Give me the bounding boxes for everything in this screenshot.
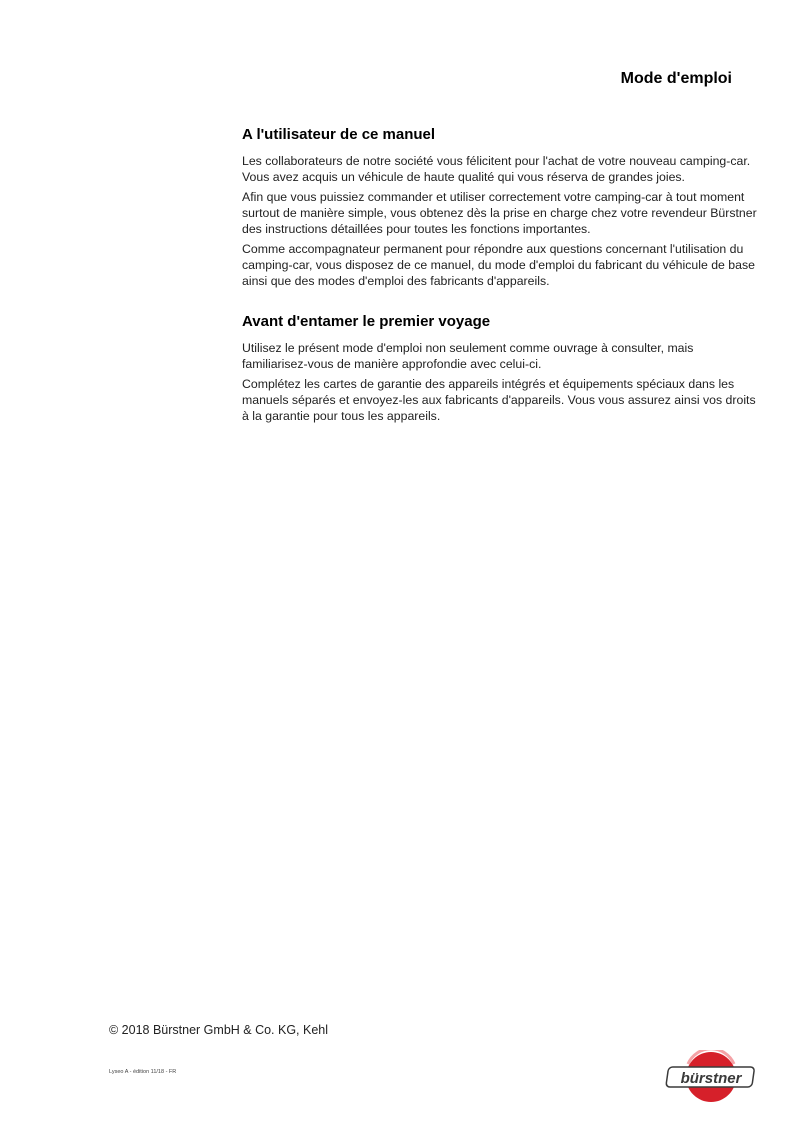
section-first-trip — [242, 313, 757, 424]
paragraph: Comme accompagnateur permanent pour répondre aux questions concernant l'utilisation du camping-car, vous disposez de ce manuel, du mode d'emploi du fabricant du véhicule de base ainsi que des modes d'emploi des fabricants d'appareils. — [242, 242, 755, 288]
logo-text: bürstner — [680, 1070, 742, 1087]
paragraph: Les collaborateurs de notre société vous félicitent pour l'achat de votre nouveau camping-car. Vous avez acquis un véhicule de haute qualité qui vous réserva de grandes joies. — [242, 154, 751, 184]
edition-info: Lyseo A - édition 11/18 - FR — [109, 1069, 177, 1075]
burstner-logo — [664, 1050, 758, 1104]
section-user-manual — [242, 126, 757, 289]
main-content — [242, 126, 757, 448]
paragraph: Afin que vous puissiez commander et utiliser correctement votre camping-car à tout moment surtout de manière simple, vous obtenez dès la prise en charge chez votre revendeur Bürstner des instructions détaillées pour toutes les fonctions importantes. — [242, 190, 757, 236]
section-heading: A l'utilisateur de ce manuel — [242, 126, 436, 143]
paragraph: Complétez les cartes de garantie des appareils intégrés et équipements spéciaux dans les manuels séparés et envoyez-les aux fabricants d'appareils. Vous vous assurez ainsi vos droits à la garantie pour tous les appareils. — [242, 377, 756, 423]
paragraph: Utilisez le présent mode d'emploi non seulement comme ouvrage à consulter, mais familiarisez-vous de manière approfondie avec celui-ci. — [242, 341, 694, 371]
section-heading: Avant d'entamer le premier voyage — [242, 313, 491, 330]
page-title: Mode d'emploi — [620, 70, 732, 87]
copyright-notice: © 2018 Bürstner GmbH & Co. KG, Kehl — [109, 1023, 329, 1037]
